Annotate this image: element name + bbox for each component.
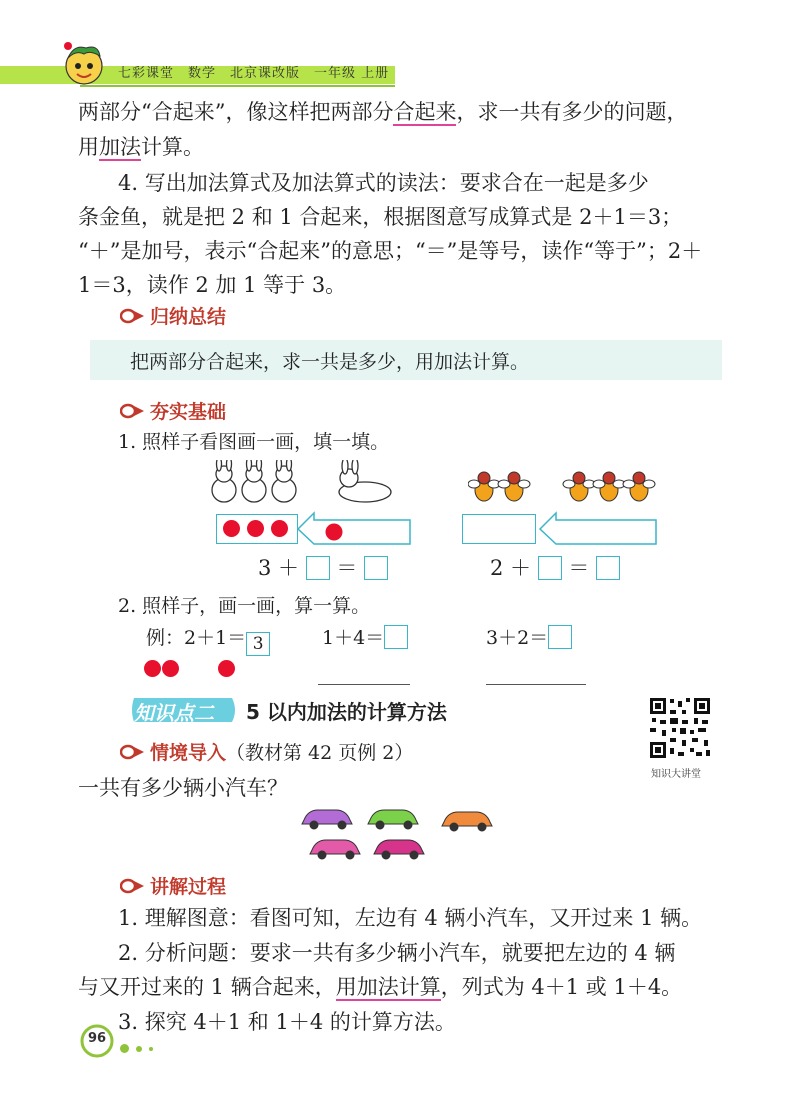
- situation-question: 一共有多少辆小汽车？: [78, 776, 288, 800]
- q2-b: 1＋4＝: [322, 620, 408, 656]
- decor-dot: [120, 1044, 129, 1053]
- step4-line-1: 4. 写出加法算式及加法算式的读法：要求合在一起是多少: [118, 171, 649, 195]
- draw-box-right[interactable]: [462, 514, 536, 544]
- example-dot: [218, 660, 235, 677]
- arrow-eye-icon: [120, 878, 146, 894]
- explain-step-2-line-1: 2. 分析问题：要求一共有多少辆小汽车，就要把左边的 4 辆: [118, 941, 676, 965]
- explain-step-3: 3. 探究 4＋1 和 1＋4 的计算方法。: [118, 1010, 456, 1034]
- explain-heading: 讲解过程: [120, 872, 226, 899]
- blank-box[interactable]: [538, 556, 562, 580]
- draw-line[interactable]: [486, 684, 586, 685]
- blank-box[interactable]: [596, 556, 620, 580]
- decor-dot: [136, 1046, 142, 1052]
- qr-code-icon[interactable]: [648, 696, 712, 760]
- knowledge-title: 5 以内加法的计算方法: [246, 700, 447, 724]
- blank-box[interactable]: [364, 556, 388, 580]
- blank-box[interactable]: [384, 625, 408, 649]
- blank-box[interactable]: [548, 625, 572, 649]
- dots-box-left: [216, 514, 298, 544]
- mascot-icon: [56, 40, 110, 90]
- step4-line-4: 1＝3，读作 2 加 1 等于 3。: [78, 273, 347, 297]
- blank-box[interactable]: [306, 556, 330, 580]
- decor-dot: [149, 1047, 153, 1051]
- explain-step-1: 1. 理解图意：看图可知，左边有 4 辆小汽车，又开过来 1 辆。: [118, 906, 703, 930]
- arrow-eye-icon: [120, 744, 146, 760]
- example-dot: [162, 660, 179, 677]
- explain-step-2-line-2: 与又开过来的 1 辆合起来，用加法计算，列式为 4＋1 或 1＋4。: [78, 975, 683, 999]
- rabbits-icon: [208, 460, 403, 506]
- q1-right-equation: 2 ＋ ＝: [490, 550, 620, 586]
- example-answer-box: 3: [246, 632, 270, 656]
- intro-line-1: 两部分“合起来”，像这样把两部分合起来，求一共有多少的问题，: [78, 100, 688, 124]
- q2-example: 例：2＋1＝ 3: [146, 620, 270, 656]
- draw-line[interactable]: [318, 684, 410, 685]
- page-number: 96: [87, 1031, 107, 1046]
- q2-text: 2. 照样子，画一画，算一算。: [118, 595, 371, 617]
- left-arrow-box: [296, 510, 412, 548]
- step4-line-3: “＋”是加号，表示“合起来”的意思；“＝”是等号，读作“等于”；2＋: [78, 239, 703, 263]
- situation-heading: 情境导入（教材第 42 页例 2）: [120, 738, 413, 765]
- right-arrow-box[interactable]: [538, 510, 658, 548]
- q1-text: 1. 照样子看图画一画，填一填。: [118, 431, 390, 453]
- summary-text: 把两部分合起来，求一共是多少，用加法计算。: [130, 351, 530, 373]
- arrow-eye-icon: [120, 403, 146, 419]
- cars-icon: [300, 800, 495, 862]
- q1-left-equation: 3 ＋ ＝: [258, 550, 388, 586]
- arrow-eye-icon: [120, 308, 146, 324]
- summary-heading: 归纳总结: [120, 302, 226, 329]
- header-title: 七彩课堂 数学 北京课改版 一年级 上册: [118, 66, 390, 81]
- q2-c: 3＋2＝: [486, 620, 572, 656]
- bees-icon: [468, 468, 663, 508]
- step4-line-2: 条金鱼，就是把 2 和 1 合起来，根据图意写成算式是 2＋1＝3；: [78, 205, 683, 229]
- basics-heading: 夯实基础: [120, 397, 226, 424]
- example-dot: [144, 660, 161, 677]
- intro-line-2: 用加法计算。: [78, 135, 204, 159]
- knowledge-badge-text: 知识点二: [134, 701, 214, 725]
- qr-caption: 知识大讲堂: [651, 769, 701, 780]
